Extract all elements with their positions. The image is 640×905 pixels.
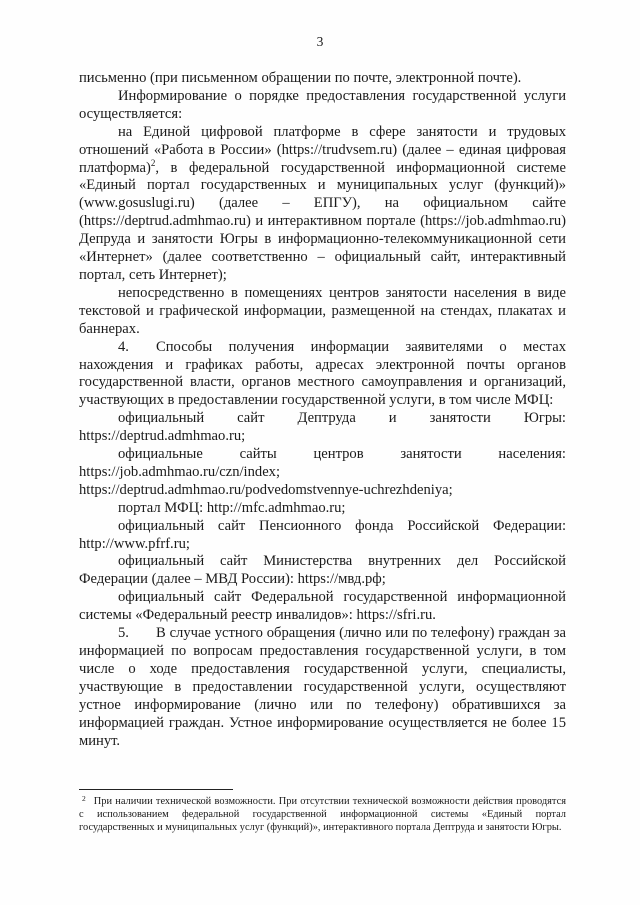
paragraph-digital-platform-part-b: , в федеральной государственной информационной системе «Единый портал государственных и муниципальных услуг (функций)» (www.gosuslugi.ru) (далее – ЕПГУ), на официальном сайте (https://deptrud.admhmao.ru) и интерактивном портале (https://job.admhmao.ru) Депруда и занятости Югры в информационно-телекоммуникационной сети «Интернет» (далее соответственно – официальный сайт, интерактивный портал, сеть Интернет); <box>79 159 566 283</box>
paragraph-digital-platform-part-a: на Единой цифровой платформе в сфере занятости и трудовых отношений «Работа в России» (https://trudvsem.ru) (далее – единая цифровая платформа) <box>79 123 566 176</box>
footnote-mark: 2 <box>82 794 86 803</box>
paragraph-disability-registry: официальный сайт Федеральной государственной информационной системы «Федеральный реестр инвалидов»: https://sfri.ru. <box>79 589 566 624</box>
paragraph-deptrud-site: официальный сайт Дептруда и занятости Югры: https://deptrud.admhmao.ru; <box>79 410 566 445</box>
footnote-reference: 2 <box>150 157 156 168</box>
footnote-divider <box>79 789 233 790</box>
paragraph-informing-intro: Информирование о порядке предоставления государственной услуги осуществляется: <box>79 87 566 122</box>
paragraph-subordinate-institutions: https://deptrud.admhmao.ru/podvedomstvennye-uchrezhdeniya; <box>79 481 453 498</box>
page-number: 3 <box>316 34 324 49</box>
item-number: 5. <box>118 625 129 642</box>
paragraph-digital-platform <box>79 124 566 285</box>
paragraph-employment-centers: непосредственно в помещениях центров занятости населения в виде текстовой и графической информации, размещенной на стендах, плакатах и баннерах. <box>79 284 566 337</box>
item-number: 4. <box>118 338 129 355</box>
paragraph-mfc-portal: портал МФЦ: http://mfc.admhmao.ru; <box>118 499 346 516</box>
paragraph-written-request: письменно (при письменном обращении по почте, электронной почте). <box>79 70 522 86</box>
numbered-item-4 <box>79 339 566 411</box>
numbered-item-5 <box>79 625 566 750</box>
item-text: В случае устного обращения (лично или по телефону) граждан за информацией по вопросам предоставления государственной услуги, в том числе о ходе предоставления государственной услуги, специалисты, участвующие в предоставлении государственной услуги, осуществляют устное информирование (лично или по телефону) обратившихся за информацией граждан. Устное информирование осуществляется не более 15 минут. <box>79 625 566 749</box>
paragraph-czn-sites: официальные сайты центров занятости населения: https://job.admhmao.ru/czn/index; <box>79 446 566 480</box>
footnote <box>79 792 566 835</box>
document-body <box>79 70 566 750</box>
footnote-text: При наличии технической возможности. При отсутствии технической возможности действия проводятся с использованием федеральной государственной информационной системы «Единый портал государственных и муниципальных услуг (функций)», интерактивного портала Дептруда и занятости Югры. <box>79 796 566 834</box>
paragraph-mvd: официальный сайт Министерства внутренних дел Российской Федерации (далее – МВД России): https://мвд.рф; <box>79 553 566 588</box>
paragraph-pension-fund: официальный сайт Пенсионного фонда Российской Федерации: http://www.pfrf.ru; <box>79 517 566 552</box>
item-text: Способы получения информации заявителями о местах нахождения и графиках работы, адресах электронной почты органов государственной власти, органов местного самоуправления и организаций, участвующих в предоставлении государственной услуги, в том числе МФЦ: <box>79 338 566 409</box>
